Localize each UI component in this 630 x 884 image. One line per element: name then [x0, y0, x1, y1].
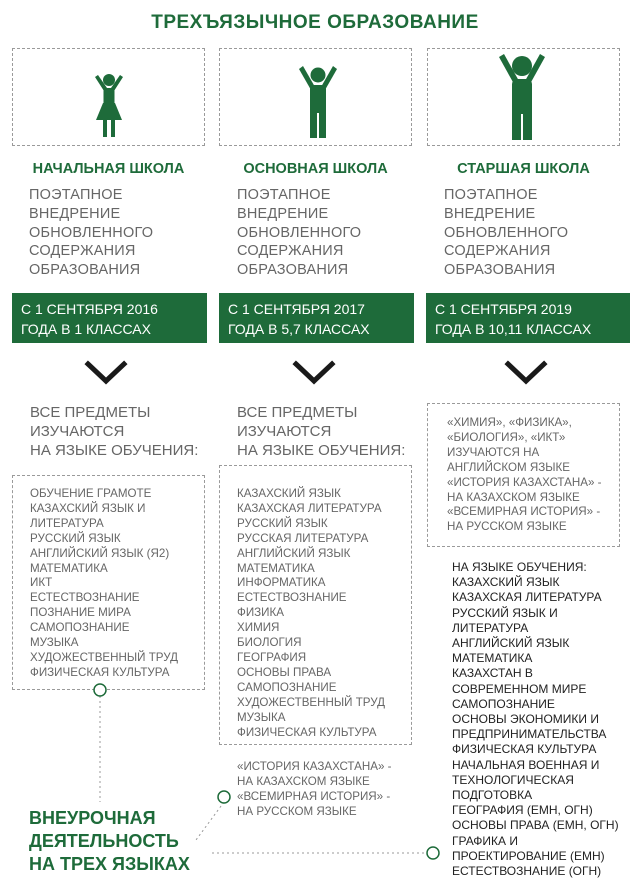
list-item: ФИЗИЧЕСКАЯ КУЛЬТУРА	[452, 742, 597, 757]
list-item: ФИЗИЧЕСКАЯ КУЛЬТУРА	[237, 725, 377, 739]
list-item: ОСНОВЫ ЭКОНОМИКИ И	[452, 712, 599, 727]
level-basic: ОСНОВНАЯ ШКОЛА	[243, 161, 388, 177]
list-item: ФИЗИЧЕСКАЯ КУЛЬТУРА	[30, 665, 170, 679]
list-item: КАЗАХСТАН В	[452, 666, 533, 681]
basic-history-note: «ИСТОРИЯ КАЗАХСТАНА» - НА КАЗАХСКОМ ЯЗЫКЕ «ВСЕМИРНАЯ ИСТОРИЯ» - НА РУССКОМ ЯЗЫКЕ	[237, 760, 392, 818]
list-item: ОСНОВЫ ПРАВА (ЕМН, ОГН)	[452, 818, 619, 833]
list-item: РУССКАЯ ЛИТЕРАТУРА	[237, 531, 369, 545]
list-item: АНГЛИЙСКИЙ ЯЗЫК (Я2)	[30, 546, 170, 560]
list-item: АНГЛИЙСКИЙ ЯЗЫК	[237, 546, 351, 560]
list-item: ПРЕДПРИНИМАТЕЛЬСТВА	[452, 727, 607, 742]
list-item: ЕСТЕСТВОЗНАНИЕ	[30, 591, 140, 605]
list-item: АНГЛИЙСКИЙ ЯЗЫК	[452, 636, 570, 651]
list-item: ГРАФИКА И	[452, 833, 519, 848]
list-item: МАТЕМАТИКА	[237, 561, 315, 575]
list-item: КАЗАХСКАЯ ЛИТЕРАТУРА	[237, 501, 382, 515]
list-item: МАТЕМАТИКА	[30, 561, 108, 575]
list-item: ГЕОГРАФИЯ	[237, 650, 307, 664]
list-item: ПОДГОТОВКА	[452, 788, 533, 803]
list-item: МУЗЫКА	[237, 710, 286, 724]
list-item: ФИЗИКА	[237, 606, 284, 620]
start-bar-basic: С 1 СЕНТЯБРЯ 2017 ГОДА В 5,7 КЛАССАХ	[219, 293, 414, 343]
list-item: КАЗАХСКАЯ ЛИТЕРАТУРА	[452, 590, 602, 605]
list-item: САМОПОЗНАНИЕ	[30, 621, 130, 635]
list-item: РУССКИЙ ЯЗЫК И	[452, 605, 558, 620]
level-senior: СТАРШАЯ ШКОЛА	[457, 161, 590, 177]
list-item: ЕСТЕСТВОЗНАНИЕ	[237, 591, 347, 605]
list-item: ЛИТЕРАТУРА	[30, 516, 104, 530]
extracurricular-label: ВНЕУРОЧНАЯ ДЕЯТЕЛЬНОСТЬ НА ТРЕХ ЯЗЫКАХ	[29, 808, 190, 874]
list-item: ПРОЕКТИРОВАНИЕ (ЕМН)	[452, 848, 605, 863]
list-item: СОВРЕМЕННОМ МИРЕ	[452, 681, 587, 696]
list-item: ТЕХНОЛОГИЧЕСКАЯ	[452, 772, 574, 787]
list-item: ЛИТЕРАТУРА	[452, 620, 529, 635]
description-primary: ПОЭТАПНОЕ ВНЕДРЕНИЕ ОБНОВЛЕННОГО СОДЕРЖАНИЯ ОБРАЗОВАНИЯ	[29, 187, 154, 279]
all-subjects-heading-primary: ВСЕ ПРЕДМЕТЫ ИЗУЧАЮТСЯ НА ЯЗЫКЕ ОБУЧЕНИЯ:	[30, 404, 199, 459]
list-item: МАТЕМАТИКА	[452, 651, 533, 666]
list-item: РУССКИЙ ЯЗЫК	[30, 531, 121, 545]
description-basic: ПОЭТАПНОЕ ВНЕДРЕНИЕ ОБНОВЛЕННОГО СОДЕРЖАНИЯ ОБРАЗОВАНИЯ	[237, 187, 362, 279]
list-item: САМОПОЗНАНИЕ	[237, 680, 337, 694]
list-item: МУЗЫКА	[30, 636, 79, 650]
start-bar-senior: С 1 СЕНТЯБРЯ 2019 ГОДА В 10,11 КЛАССАХ	[426, 293, 630, 343]
list-item: КАЗАХСКИЙ ЯЗЫК И	[30, 501, 146, 515]
list-item: ГЕОГРАФИЯ (ЕМН, ОГН)	[452, 803, 593, 818]
list-item: БИОЛОГИЯ	[237, 636, 302, 650]
list-item: ХИМИЯ	[237, 621, 280, 635]
list-item: ОБУЧЕНИЕ ГРАМОТЕ	[30, 487, 152, 500]
list-item: НА ЯЗЫКЕ ОБУЧЕНИЯ:	[452, 560, 587, 574]
list-item: ОСНОВЫ ПРАВА	[237, 665, 332, 679]
list-item: ЕСТЕСТВОЗНАНИЕ (ОГН)	[452, 864, 602, 879]
list-item: КАЗАХСКИЙ ЯЗЫК	[237, 487, 341, 500]
list-item: САМОПОЗНАНИЕ	[452, 696, 555, 711]
page-title: ТРЕХЪЯЗЫЧНОЕ ОБРАЗОВАНИЕ	[151, 12, 479, 33]
list-item: ПОЗНАНИЕ МИРА	[30, 606, 131, 620]
list-item: ИКТ	[30, 576, 53, 590]
all-subjects-heading-basic: ВСЕ ПРЕДМЕТЫ ИЗУЧАЮТСЯ НА ЯЗЫКЕ ОБУЧЕНИЯ:	[237, 404, 406, 459]
list-item: РУССКИЙ ЯЗЫК	[237, 516, 328, 530]
list-item: ХУДОЖЕСТВЕННЫЙ ТРУД	[237, 695, 385, 709]
list-item: ХУДОЖЕСТВЕННЫЙ ТРУД	[30, 650, 178, 664]
list-item: НАЧАЛЬНАЯ ВОЕННАЯ И	[452, 757, 600, 772]
connector-node	[427, 847, 439, 859]
senior-language-box: «ХИМИЯ», «ФИЗИКА», «БИОЛОГИЯ», «ИКТ» ИЗУЧАЮТСЯ НА АНГЛИЙСКОМ ЯЗЫКЕ «ИСТОРИЯ КАЗАХСТАНА» - НА КАЗАХСКОМ ЯЗЫКЕ «ВСЕМИРНАЯ ИСТОРИЯ» - НА РУССКОМ ЯЗЫКЕ	[427, 403, 620, 547]
connector-node	[218, 791, 230, 803]
list-item: КАЗАХСКИЙ ЯЗЫК	[452, 575, 560, 590]
list-item: ИНФОРМАТИКА	[237, 576, 326, 590]
description-senior: ПОЭТАПНОЕ ВНЕДРЕНИЕ ОБНОВЛЕННОГО СОДЕРЖАНИЯ ОБРАЗОВАНИЯ	[444, 187, 569, 279]
level-primary: НАЧАЛЬНАЯ ШКОЛА	[32, 161, 185, 177]
start-bar-primary: С 1 СЕНТЯБРЯ 2016 ГОДА В 1 КЛАССАХ	[12, 293, 207, 343]
connector-node	[94, 684, 106, 696]
